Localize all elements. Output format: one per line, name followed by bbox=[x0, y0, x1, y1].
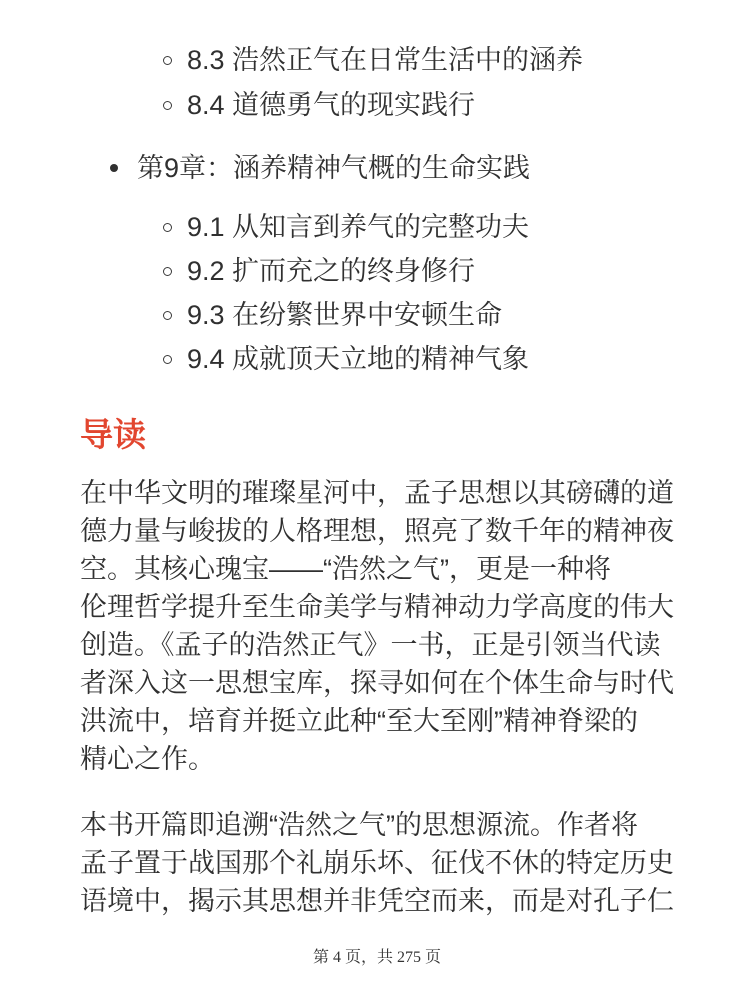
paragraph-line: 语境中，揭示其思想并非凭空而来，而是对孔子仁 bbox=[80, 886, 674, 916]
circle-bullet-icon bbox=[163, 223, 172, 232]
disc-bullet-icon bbox=[110, 164, 118, 172]
toc-sublist-chapter8 bbox=[80, 46, 674, 119]
paragraph-line: 创造。《孟子的浩然正气》一书，正是引领当代读 bbox=[80, 630, 661, 660]
toc-item-9-2 bbox=[80, 257, 674, 285]
circle-bullet-icon bbox=[163, 56, 172, 65]
toc-sublist-chapter9 bbox=[80, 213, 674, 373]
paragraph-2 bbox=[80, 806, 674, 920]
paragraph-line: 者深入这一思想宝库，探寻如何在个体生命与时代 bbox=[80, 668, 674, 698]
paragraph-line: 在中华文明的璀璨星河中，孟子思想以其磅礴的道 bbox=[80, 478, 674, 508]
section-heading-daodu: 导读 bbox=[80, 416, 146, 453]
toc-item-8-3 bbox=[80, 46, 674, 74]
paragraph-line: 孟子置于战国那个礼崩乐坏、征伐不休的特定历史 bbox=[80, 848, 674, 878]
page-number-footer: 第 4 页，共 275 页 bbox=[312, 949, 441, 966]
toc-item-label: 8.3 浩然正气在日常生活中的涵养 bbox=[187, 45, 584, 75]
circle-bullet-icon bbox=[163, 101, 172, 110]
toc-item-9-1 bbox=[80, 213, 674, 241]
circle-bullet-icon bbox=[163, 355, 172, 364]
paragraph-line: 伦理哲学提升至生命美学与精神动力学高度的伟大 bbox=[80, 592, 674, 622]
circle-bullet-icon bbox=[163, 311, 172, 320]
paragraph-line: 德力量与峻拔的人格理想，照亮了数千年的精神夜 bbox=[80, 516, 674, 546]
toc-item-label: 8.4 道德勇气的现实践行 bbox=[187, 90, 476, 120]
paragraph-line: 洪流中，培育并挺立此种“至大至刚”精神脊梁的 bbox=[80, 706, 638, 736]
toc-item-label: 9.1 从知言到养气的完整功夫 bbox=[187, 212, 530, 242]
paragraph-line: 空。其核心瑰宝——“浩然之气”，更是一种将 bbox=[80, 554, 611, 584]
toc-item-9-3 bbox=[80, 301, 674, 329]
circle-bullet-icon bbox=[163, 267, 172, 276]
toc-chapter-label: 第9章：涵养精神气概的生命实践 bbox=[137, 153, 531, 183]
paragraph-1 bbox=[80, 474, 674, 778]
toc-item-label: 9.4 成就顶天立地的精神气象 bbox=[187, 344, 530, 374]
toc-item-label: 9.3 在纷繁世界中安顿生命 bbox=[187, 300, 503, 330]
paragraph-line: 本书开篇即追溯“浩然之气”的思想源流。作者将 bbox=[80, 810, 638, 840]
paragraph-line: 精心之作。 bbox=[80, 744, 215, 774]
toc-item-9-4 bbox=[80, 345, 674, 373]
toc-item-label: 9.2 扩而充之的终身修行 bbox=[187, 256, 476, 286]
toc-item-chapter9 bbox=[80, 154, 674, 182]
toc-item-8-4 bbox=[80, 91, 674, 119]
